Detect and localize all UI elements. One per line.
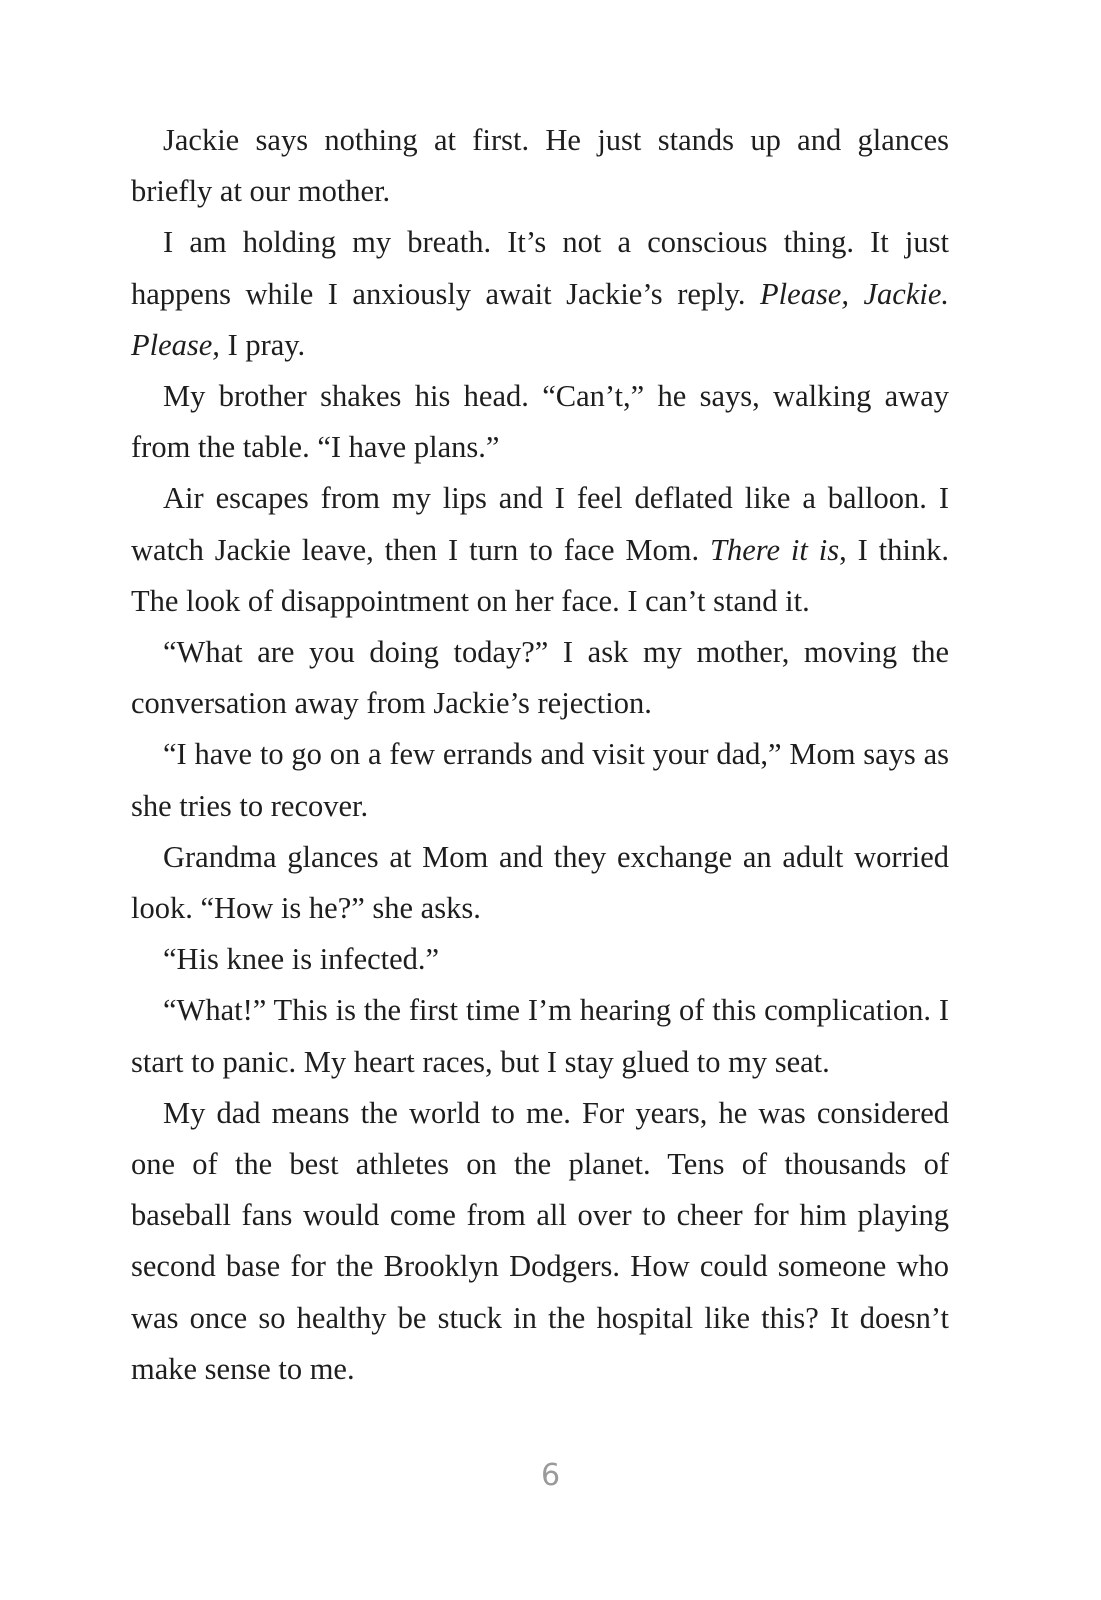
paragraph [131, 832, 949, 934]
italic-text: There it is [710, 532, 840, 567]
text-segment: I am holding my breath. It’s not a conscious thing. It just happens while I anxiously await Jackie’s reply. [131, 225, 949, 311]
paragraph [131, 627, 949, 729]
paragraph [131, 217, 949, 371]
text-segment: “I have to go on a few errands and visit your dad,” Mom says as she tries to recover. [131, 737, 949, 823]
text-segment: I pray. [219, 327, 306, 362]
text-segment: My brother shakes his head. “Can’t,” he says, walking away from the table. “I have plans.” [131, 379, 949, 465]
page-number: 6 [540, 1458, 561, 1493]
paragraph [131, 985, 949, 1087]
text-segment: “What!” This is the first time I’m hearing of this complication. I start to panic. My heart races, but I stay glued to my seat. [131, 993, 949, 1079]
text-segment: Grandma glances at Mom and they exchange an adult worried look. “How is he?” she asks. [131, 839, 949, 926]
paragraph [131, 1088, 949, 1395]
text-segment: Jackie says nothing at first. He just stands up and glances briefly at our mother. [131, 123, 949, 209]
italic-text: Please, Jackie. Please, [131, 276, 949, 362]
paragraph [131, 115, 949, 217]
paragraph [131, 371, 949, 473]
text-segment: , I think. The look of disappointment on her face. I can’t stand it. [131, 532, 949, 618]
text-segment: “What are you doing today?” I ask my mother, moving the conversation away from Jackie’s rejection. [131, 635, 949, 721]
paragraph [131, 934, 949, 985]
body-text [131, 115, 949, 1395]
text-segment: “His knee is infected.” [163, 942, 440, 977]
text-segment: My dad means the world to me. For years, he was considered one of the best athletes on the planet. Tens of thousands of baseball fans would come from all over to cheer for him playing second base for the Brooklyn Dodgers. How could someone who was once so healthy be stuck in the hospital like this? It doesn’t make sense to me. [131, 1095, 949, 1386]
paragraph [131, 473, 949, 627]
text-segment: Air escapes from my lips and I feel deflated like a balloon. I watch Jackie leave, then I turn to face Mom. [131, 481, 949, 567]
paragraph [131, 729, 949, 831]
